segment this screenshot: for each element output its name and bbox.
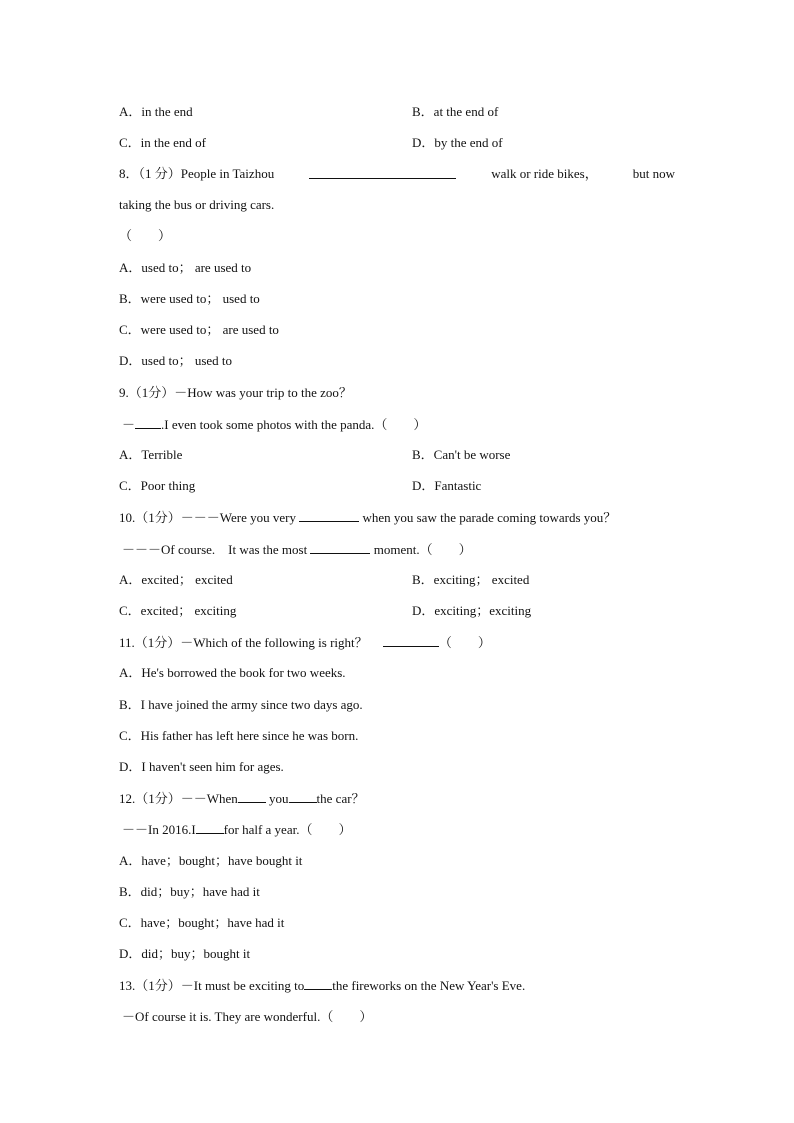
q8-option-b: B．were used to； used to bbox=[119, 291, 260, 306]
q9-reply-text: .I even took some photos with the panda.（ ） bbox=[161, 417, 427, 432]
q8-stem-start: 8．（1 分）People in Taizhou bbox=[119, 166, 275, 181]
q11-blank bbox=[383, 633, 439, 647]
q8-option-c: C．were used to； are used to bbox=[119, 322, 279, 337]
q12-blank-2 bbox=[289, 789, 317, 803]
q8-stem bbox=[119, 165, 675, 183]
q11-option-b: B．I have joined the army since two days ago. bbox=[119, 697, 363, 712]
q13-stem-b: the fireworks on the New Year's Eve. bbox=[332, 978, 526, 993]
q11-stem bbox=[119, 633, 491, 652]
q8-paren: （ ） bbox=[119, 228, 172, 243]
q10-blank-1 bbox=[299, 508, 359, 522]
q8-stem-end: but now bbox=[632, 166, 675, 181]
q12-stem-a: 12.（1分）－－When bbox=[119, 791, 238, 806]
q13-reply: －Of course it is. They are wonderful.（ ） bbox=[122, 1009, 373, 1024]
q12-blank-3 bbox=[196, 820, 224, 834]
q10-option-b: B．exciting； excited bbox=[412, 572, 530, 587]
q9-reply-dash: － bbox=[122, 417, 136, 432]
q9-option-b: B．Can't be worse bbox=[412, 447, 511, 462]
q7-option-c: C．in the end of bbox=[119, 135, 207, 150]
q10-stem bbox=[119, 508, 616, 527]
q12-option-b: B．did；buy；have had it bbox=[119, 884, 260, 899]
q9-option-d: D．Fantastic bbox=[412, 478, 482, 493]
q12-stem-c: the car？ bbox=[316, 791, 365, 806]
q13-stem bbox=[119, 976, 525, 995]
q10-option-c: C．excited； exciting bbox=[119, 603, 237, 618]
q7-option-d: D．by the end of bbox=[412, 135, 503, 150]
q9-option-a: A．Terrible bbox=[119, 447, 183, 462]
q12-option-d: D．did；buy；bought it bbox=[119, 946, 251, 961]
q9-stem: 9.（1分）－How was your trip to the zoo？ bbox=[119, 385, 352, 400]
q13-stem-a: 13.（1分）－It must be exciting to bbox=[119, 978, 305, 993]
q10-reply-b: moment.（ ） bbox=[373, 542, 472, 557]
q12-reply-b: for half a year.（ ） bbox=[223, 822, 352, 837]
q11-option-a: A．He's borrowed the book for two weeks. bbox=[119, 665, 346, 680]
q9-blank bbox=[135, 415, 161, 429]
q12-stem-b: you bbox=[269, 791, 289, 806]
q10-reply bbox=[122, 540, 472, 559]
q10-option-d: D．exciting；exciting bbox=[412, 603, 532, 618]
q11-option-c: C．His father has left here since he was born. bbox=[119, 728, 359, 743]
q12-blank-1 bbox=[238, 789, 266, 803]
q10-stem-a: 10.（1分）－－－Were you very bbox=[119, 510, 296, 525]
q11-stem-text: 11.（1分）－Which of the following is right？ bbox=[119, 635, 368, 650]
q12-stem bbox=[119, 789, 365, 808]
q12-reply-a: －－In 2016.I bbox=[122, 822, 196, 837]
q8-stem-line2: taking the bus or driving cars. bbox=[119, 197, 275, 212]
q11-option-d: D．I haven't seen him for ages. bbox=[119, 759, 284, 774]
q11-paren: （ ） bbox=[438, 635, 491, 650]
q13-blank bbox=[304, 976, 332, 990]
q8-option-a: A．used to； are used to bbox=[119, 260, 252, 275]
q7-option-a: A．in the end bbox=[119, 104, 193, 119]
q7-option-b: B．at the end of bbox=[412, 104, 499, 119]
q12-option-a: A．have；bought；have bought it bbox=[119, 853, 303, 868]
q8-stem-mid: walk or ride bikes， bbox=[491, 166, 598, 181]
q12-option-c: C．have；bought；have had it bbox=[119, 915, 285, 930]
q9-reply bbox=[122, 415, 426, 434]
q9-option-c: C．Poor thing bbox=[119, 478, 196, 493]
q12-reply bbox=[122, 820, 351, 839]
q10-stem-b: when you saw the parade coming towards you？ bbox=[362, 510, 617, 525]
q10-reply-a: －－－Of course. It was the most bbox=[122, 542, 308, 557]
q10-blank-2 bbox=[310, 540, 370, 554]
q8-option-d: D．used to； used to bbox=[119, 353, 233, 368]
q8-blank bbox=[309, 165, 456, 179]
q10-option-a: A．excited； excited bbox=[119, 572, 233, 587]
